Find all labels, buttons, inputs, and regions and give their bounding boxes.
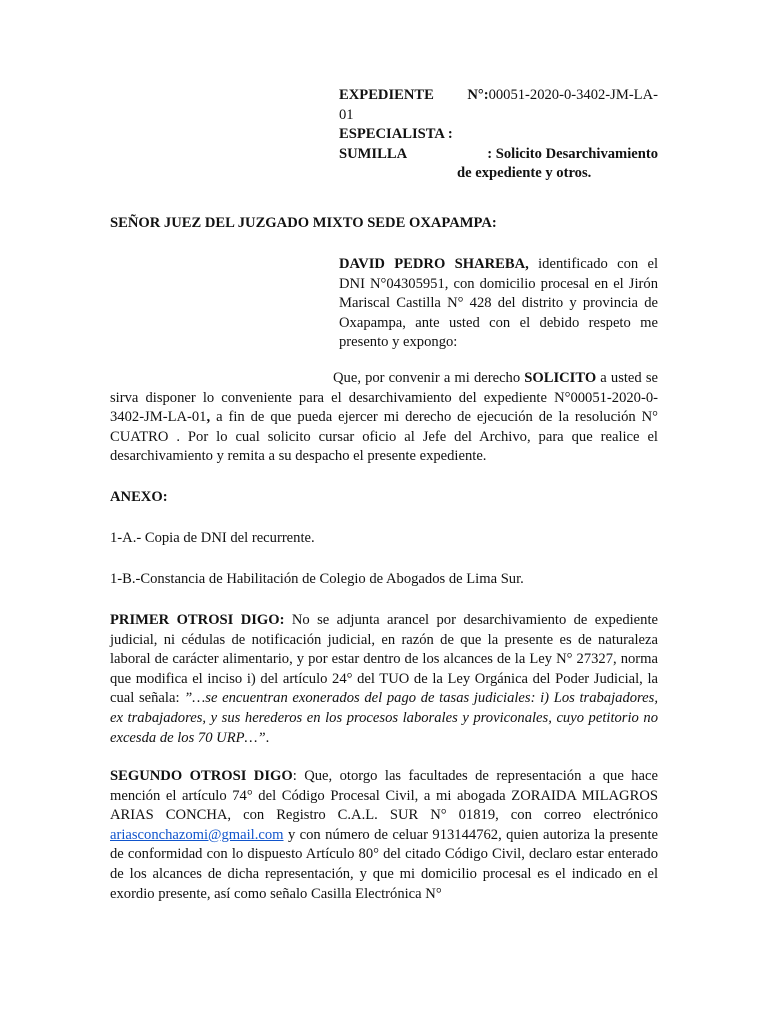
primer-otrosi-label: PRIMER OTROSI DIGO: — [110, 612, 285, 628]
case-header — [339, 86, 658, 184]
annex-item-b: 1-B.-Constancia de Habilitación de Colegio de Abogados de Lima Sur. — [110, 571, 524, 587]
expediente-value-cont: 01 — [339, 106, 354, 123]
sumilla-value-cont: de expediente y otros. — [457, 165, 592, 182]
request-paragraph: Que, por convenir a mi derecho SOLICITO a usted se sirva disponer lo conveniente para el desarchivamiento del expediente N°00051-2020-0-3402-JM-LA-01, a fin de que pueda ejercer mi derecho de ejecución de la resolución N° CUATRO . Por lo cual solicito cursar oficio al Jefe del Archivo, para que realice el desarchivamiento y remita a su despacho el presente expediente. — [110, 370, 658, 465]
law-quote: ”…se encuentran exonerados del pago de tasas judiciales: i) Los trabajadores, ex trabajadores, y sus herederos en los procesos laborales y proviconales, cuyo petitorio no excesda de los 70 URP…” — [110, 690, 658, 746]
petitioner-name: DAVID PEDRO SHAREBA, — [339, 256, 529, 272]
expediente-value: N°:00051-2020-0-3402-JM-LA- — [467, 87, 658, 103]
expediente-line — [339, 86, 658, 106]
email-link[interactable]: ariasconchazomi@gmail.com — [110, 826, 284, 843]
annex-title: ANEXO: — [110, 489, 168, 505]
expediente-label: EXPEDIENTE — [339, 87, 434, 103]
annex-item-a: 1-A.- Copia de DNI del recurrente. — [110, 530, 315, 546]
sumilla-line — [339, 145, 658, 165]
especialista-label: ESPECIALISTA : — [339, 126, 453, 143]
segundo-otrosi-label: SEGUNDO OTROSI DIGO — [110, 768, 293, 784]
sumilla-value: : Solicito Desarchivamiento — [487, 145, 658, 162]
primer-otrosi-paragraph: PRIMER OTROSI DIGO: No se adjunta arancel por desarchivamiento de expediente judicial, ni cédulas de notificación judicial, en razón de que la presente es de naturaleza laboral de carácter alimentario, y por estar dentro de los alcances de la Ley N° 27327, norma que modifica el inciso i) del artículo 24° del TUO de la Ley Orgánica del Poder Judicial, la cual señala: ”…se encuentran exonerados del pago de tasas judiciales: i) Los trabajadores, ex trabajadores, y sus herederos en los procesos laborales y proviconales, cuyo petitorio no excesda de los 70 URP…”. — [110, 612, 658, 746]
segundo-otrosi-paragraph: SEGUNDO OTROSI DIGO: Que, otorgo las facultades de representación a que hace mención el artículo 74° del Código Procesal Civil, a mi abogada ZORAIDA MILAGROS ARIAS CONCHA, con Registro C.A.L. SUR N° 01819, con correo electrónico ariasconchazomi@gmail.com y con número de celuar 913144762, quien autoriza la presente de conformidad con lo dispuesto Artículo 80° del citado Código Civil, declaro estar enterado de los alcances de dicha representación, y que mi domicilio procesal es el indicado en el exordio presente, así como señalo Casilla Electrónica N° — [110, 768, 658, 902]
salutation: SEÑOR JUEZ DEL JUZGADO MIXTO SEDE OXAPAMPA: — [110, 215, 497, 231]
sumilla-label: SUMILLA — [339, 145, 408, 162]
intro-paragraph: DAVID PEDRO SHAREBA, identificado con el DNI N°04305951, con domicilio procesal en el Jirón Mariscal Castilla N° 428 del distrito y provincia de Oxapampa, ante usted con el debido respeto me presento y expongo: — [339, 256, 659, 351]
